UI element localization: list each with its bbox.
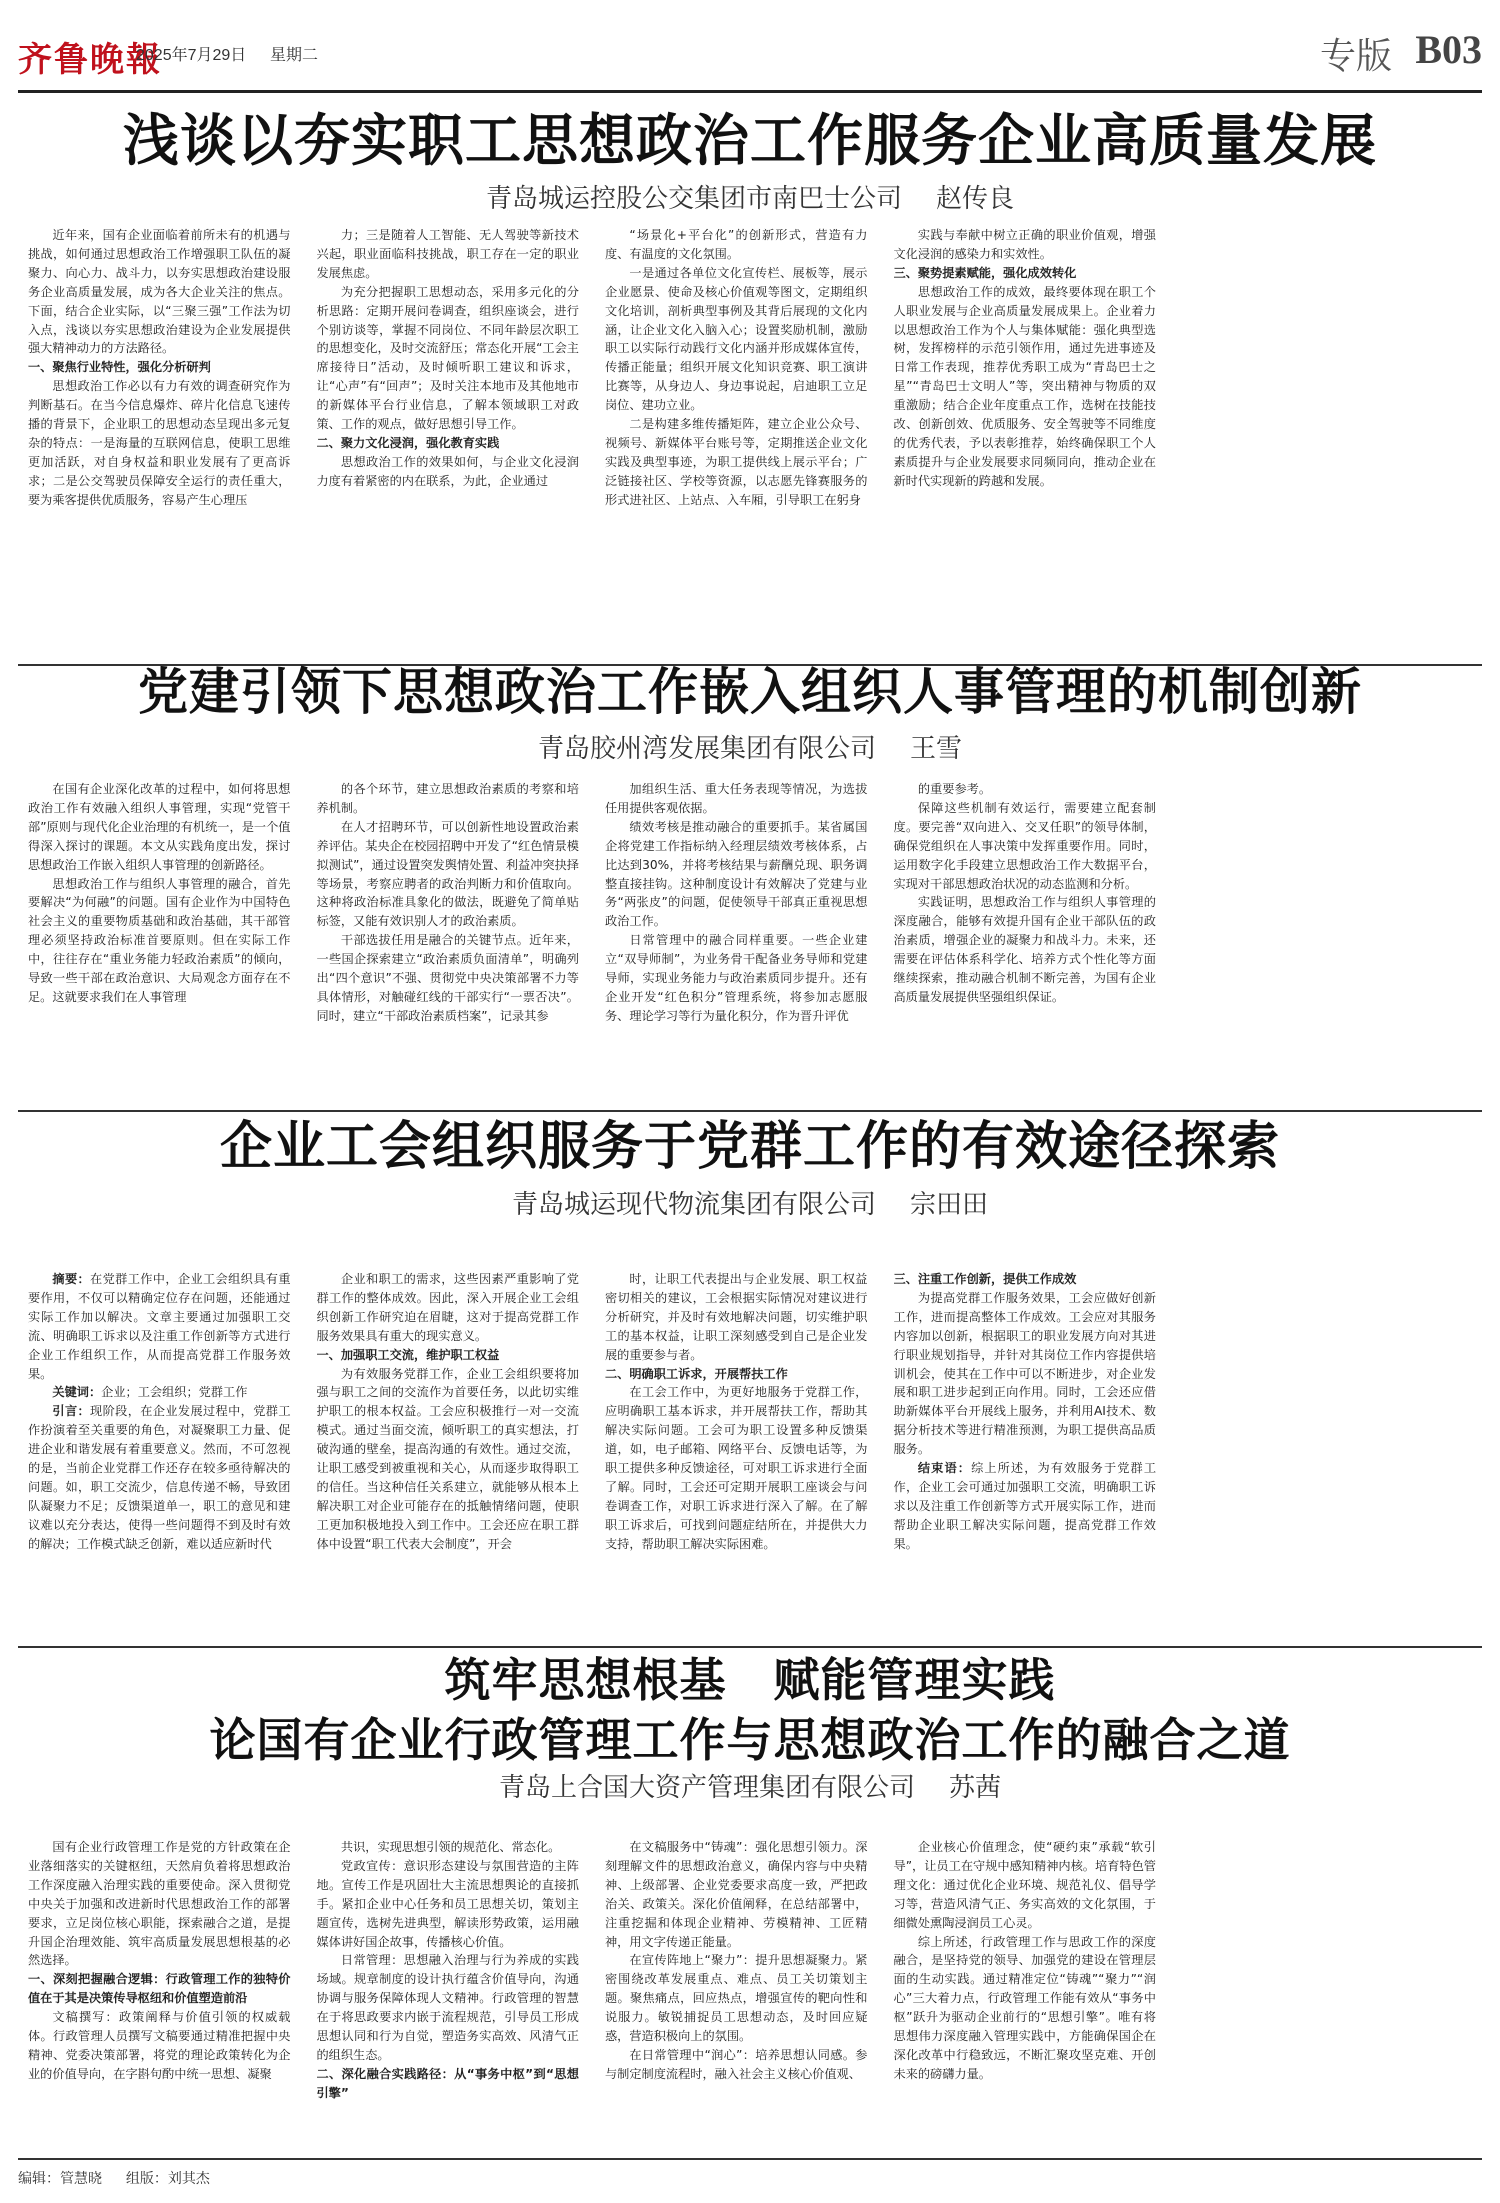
paragraph-text: 日常管理中的融合同样重要。一些企业建立“双导师制”，为业务骨干配备业务导师和党建导师，实现业务能力与政治素质同步提升。还有企业开发“红色积分”管理系统，将参加志愿服务、理论学习等行为量化积分，作为晋升评优 <box>605 933 868 1023</box>
body-paragraph <box>317 1951 580 2064</box>
paragraph-text: 为充分把握职工思想动态，采用多元化的分析思路：定期开展问卷调查，组织座谈会，进行个别访谈等，掌握不同岗位、不同年龄层次职工的思想变化，及时交流舒压；常态化开展“工会主席接待日”活动，及时倾听职工建议和诉求，让“心声”有“回声”；及时关注本地市及其他地市的新媒体平台行业信息，了解本领域职工对政策、工作的观点，做好思想引导工作。 <box>316 284 579 432</box>
article-column <box>605 226 868 658</box>
article-3-author-org: 青岛城运现代物流集团有限公司 <box>511 1190 876 1220</box>
body-paragraph <box>317 1838 580 1857</box>
article-4-headline: 筑牢思想根基 赋能管理实践 <box>444 1653 1056 1707</box>
article-column <box>894 1270 1157 1640</box>
body-paragraph <box>605 818 868 931</box>
body-paragraph <box>28 780 291 875</box>
body-paragraph <box>894 226 1157 264</box>
body-paragraph <box>28 2008 291 2084</box>
body-paragraph <box>894 283 1157 491</box>
page-number: B03 <box>1415 27 1482 72</box>
paragraph-lead: 引言： <box>52 1404 91 1419</box>
article-column <box>605 1838 868 2154</box>
section-subheading <box>317 2065 580 2103</box>
masthead <box>18 22 1482 98</box>
article-4-author-org: 青岛上合国大资产管理集团有限公司 <box>498 1773 915 1803</box>
masthead-rule <box>18 90 1482 93</box>
article-2-byline <box>18 732 1482 766</box>
paragraph-text: 一、深刻把握融合逻辑：行政管理工作的独特价值在于其是决策传导枢纽和价值塑造前沿 <box>28 1972 291 2006</box>
article-column <box>894 780 1157 1106</box>
issue-weekday: 星期二 <box>270 47 319 64</box>
body-paragraph <box>317 453 580 491</box>
article-3 <box>18 1112 1482 1222</box>
paragraph-text: 企业；工会组织；党群工作 <box>101 1385 248 1400</box>
paragraph-text: 实践与奉献中树立正确的职业价值观，增强文化浸润的感染力和实效性。 <box>893 228 1156 261</box>
body-paragraph <box>605 931 868 1026</box>
section-subheading <box>317 434 580 453</box>
body-paragraph <box>894 893 1157 1006</box>
body-paragraph <box>28 1270 291 1383</box>
body-paragraph <box>28 1402 291 1553</box>
paragraph-text: 思想政治工作与组织人事管理的融合，首先要解决“为何融”的问题。国有企业作为中国特色社会主义的重要物质基础和政治基础，其干部管理必须坚持政治标准首要原则。但在实际工作中，往往存在“重业务能力轻政治素质”的倾向，导致一些干部在政治意识、大局观念方面存在不足。这就要求我们在人事管理 <box>28 876 291 1004</box>
paragraph-text: 为提高党群工作服务效果，工会应做好创新工作，进而提高整体工作成效。工会应对其服务内容加以创新，根据职工的职业发展方向对其进行职业规划指导，并针对其岗位工作内容提供培训机会，使其在工作中可以不断进步，对企业发展和职工进步起到正向作用。同时，工会还应借助新媒体平台开展线上服务，并利用AI技术、数据分析技术等进行精准预测，为职工提供高品质服务。 <box>893 1290 1156 1457</box>
paragraph-text: 一是通过各单位文化宣传栏、展板等，展示企业愿景、使命及核心价值观等图文，定期组织文化培训，剖析典型事例及其背后展现的文化内涵，让企业文化入脑入心；设置奖励机制，激励职工以实际行动践行文化内涵并形成媒体宣传，传播正能量；组织开展文化知识竞赛、职工演讲比赛等，从身边人、身边事说起，启迪职工立足岗位、建功立业。 <box>605 265 868 413</box>
article-column <box>894 226 1157 658</box>
article-column <box>28 226 291 658</box>
paragraph-text: 近年来，国有企业面临着前所未有的机遇与挑战，如何通过思想政治工作增强职工队伍的凝聚力、向心力、战斗力，以夯实思想政治建设服务企业高质量发展，成为各大企业关注的焦点。下面，结合企业实际，以“三聚三强”工作法为切入点，浅谈以夯实思想政治建设为企业发展提供强大精神动力的方法路径。 <box>28 228 291 356</box>
article-column <box>317 1838 580 2154</box>
body-paragraph <box>605 1383 868 1553</box>
article-1-byline <box>18 182 1482 216</box>
paragraph-text: 在日常管理中“润心”：培养思想认同感。参与制定制度流程时，融入社会主义核心价值观、 <box>605 2047 868 2081</box>
article-4 <box>18 1650 1482 1804</box>
body-paragraph <box>28 1383 291 1402</box>
paragraph-text: 三、聚势提素赋能，强化成效转化 <box>893 265 1077 280</box>
paragraph-text: 共识，实现思想引领的规范化、常态化。 <box>340 1840 561 1854</box>
article-2-headline: 党建引领下思想政治工作嵌入组织人事管理的机制创新 <box>138 662 1362 721</box>
paragraph-text: 企业核心价值理念，使“硬约束”承载“软引导”，让员工在守规中感知精神内核。培育特色管理文化：通过优化企业环境、规范礼仪、倡导学习等，营造风清气正、务实高效的文化氛围，于细微处熏陶浸润员工心灵。 <box>893 1840 1156 1930</box>
body-paragraph <box>317 931 580 1026</box>
paragraph-text: “场景化+平台化”的创新形式，营造有力度、有温度的文化氛围。 <box>605 228 868 261</box>
paragraph-text: 为有效服务党群工作，企业工会组织要将加强与职工之间的交流作为首要任务，以此切实维护职工的根本权益。工会应积极推行一对一交流模式。通过当面交流，倾听职工的真实想法，打破沟通的壁垒，提高沟通的有效性。通过交流，让职工感受到被重视和关心，从而逐步取得职工的信任。当这种信任关系建立，就能够从根本上解决职工对企业可能存在的抵触情绪问题，使职工更加积极地投入到工作中。工会还应在职工群体中设置“职工代表大会制度”，开会 <box>316 1366 579 1551</box>
body-paragraph <box>28 1838 291 1970</box>
article-3-headline: 企业工会组织服务于党群工作的有效途径探索 <box>219 1116 1280 1177</box>
paragraph-text: 在党群工作中，企业工会组织具有重要作用，不仅可以精确定位存在问题，还能通过实际工作加以解决。文章主要通过加强职工交流、明确职工诉求以及注重工作创新等方式进行企业工作组织工作，从而提高党群工作服务效果。 <box>28 1272 291 1381</box>
paragraph-text: 综上所述，为有效服务于党群工作，企业工会可通过加强职工交流，明确职工诉求以及注重工作创新等方式开展实际工作，进而帮助企业职工解决实际问题，提高党群工作效果。 <box>893 1461 1156 1551</box>
paragraph-text: 二是构建多维传播矩阵，建立企业公众号、视频号、新媒体平台账号等，定期推送企业文化实践及典型事迹，为职工提供线上展示平台；广泛链接社区、学校等资源，以志愿先锋赛服务的形式进社区、上站点、入车厢，引导职工在躬身 <box>605 417 868 507</box>
section-subheading <box>605 1365 868 1384</box>
article-column <box>894 1838 1157 2154</box>
body-paragraph <box>894 799 1157 894</box>
paragraph-text: 在工会工作中，为更好地服务于党群工作，应明确职工基本诉求，并开展帮扶工作，帮助其解决实际问题。工会可为职工设置多种反馈渠道，如，电子邮箱、网络平台、反馈电话等，为职工提供多种反馈途径，可对职工诉求进行全面了解。同时，工会还可定期开展职工座谈会与问卷调查工作，对职工诉求进行深入了解。在了解职工诉求后，可找到问题症结所在，并提供大力支持，帮助职工解决实际困难。 <box>605 1385 868 1551</box>
paragraph-text: 的重要参考。 <box>917 782 992 796</box>
article-3-author-name: 宗田田 <box>910 1190 989 1220</box>
paragraph-text: 时，让职工代表提出与企业发展、职工权益密切相关的建议，工会根据实际情况对建议进行分析研究，并及时有效地解决问题，切实维护职工的基本权益，让职工深刻感受到自己是企业发展的重要参与者。 <box>605 1272 868 1362</box>
paragraph-text: 的各个环节，建立思想政治素质的考察和培养机制。 <box>316 782 579 815</box>
body-paragraph <box>605 1838 868 1951</box>
paragraph-text: 文稿撰写：政策阐释与价值引领的权威载体。行政管理人员撰写文稿要通过精准把握中央精神、党委决策部署，将党的理论政策转化为企业的价值导向，在字斟句酌中统一思想、凝聚 <box>28 2010 291 2081</box>
issue-date: 2025年7月29日 <box>136 47 247 64</box>
paragraph-text: 综上所述，行政管理工作与思政工作的深度融合，是坚持党的领导、加强党的建设在管理层面的生动实践。通过精准定位“铸魂”“聚力”“润心”三大着力点，行政管理工作能有效从“事务中枢”跃升为驱动企业前行的“思想引擎”。唯有将思想伟力深度融入管理实践中，方能确保国企在深化改革中行稳致远，不断汇聚攻坚克难、开创未来的磅礴力量。 <box>893 1934 1156 2081</box>
body-paragraph <box>605 264 868 415</box>
article-divider <box>18 1646 1482 1648</box>
article-3-body <box>28 1270 1156 1640</box>
paragraph-text: 现阶段，在企业发展过程中，党群工作扮演着至关重要的角色，对凝聚职工力量、促进企业和谐发展有着重要意义。然而，不可忽视的是，当前企业党群工作还存在较多亟待解决的问题。如，职工交流少，信息传递不畅，导致团队凝聚力不足；反馈渠道单一，职工的意见和建议难以充分表达，使得一些问题得不到及时有效的解决；工作模式缺乏创新，难以适应新时代 <box>28 1404 291 1551</box>
body-paragraph <box>317 780 580 818</box>
section-subheading <box>28 358 291 377</box>
article-4-body <box>28 1838 1156 2154</box>
paragraph-text: 三、注重工作创新，提供工作成效 <box>893 1272 1077 1286</box>
article-1 <box>18 106 1482 216</box>
article-column <box>317 780 580 1106</box>
body-paragraph <box>605 2046 868 2084</box>
body-paragraph <box>317 1270 580 1346</box>
newspaper-logo: 齐鲁晚報 <box>18 40 162 80</box>
body-paragraph <box>317 818 580 931</box>
article-column <box>28 1270 291 1640</box>
paragraph-text: 二、明确职工诉求，开展帮扶工作 <box>605 1366 788 1381</box>
body-paragraph <box>317 1857 580 1952</box>
section-label: 专版 <box>1319 36 1392 77</box>
article-column <box>317 1270 580 1640</box>
body-paragraph <box>894 780 1157 799</box>
paragraph-text: 干部选拔任用是融合的关键节点。近年来，一些国企探索建立“政治素质负面清单”，明确列出“四个意识”不强、贯彻党中央决策部署不力等具体情形，对触碰红线的干部实行“一票否决”。同时，建立“干部政治素质档案”，记录其参 <box>316 933 579 1023</box>
paragraph-text: 二、深化融合实践路径：从“事务中枢”到“思想引擎” <box>316 2066 579 2100</box>
article-2-body <box>28 780 1156 1106</box>
article-3-byline <box>18 1188 1482 1222</box>
paragraph-text: 在文稿服务中“铸魂”：强化思想引领力。深刻理解文件的思想政治意义，确保内容与中央精神、上级部署、企业党委要求高度一致，严把政治关、政策关。深化价值阐释，在总结部署中，注重挖掘和体现企业精神、劳模精神、工匠精神，用文字传递正能量。 <box>605 1840 868 1949</box>
article-2-author-name: 王雪 <box>910 734 963 764</box>
article-1-headline: 浅谈以夯实职工思想政治工作服务企业高质量发展 <box>123 108 1377 174</box>
article-column <box>28 780 291 1106</box>
body-paragraph <box>317 226 580 283</box>
section-subheading <box>894 264 1157 283</box>
paragraph-text: 在宣传阵地上“聚力”：提升思想凝聚力。紧密围绕改革发展重点、难点、员工关切策划主题。聚焦痛点，回应热点，增强宣传的靶向性和说服力。敏锐捕捉员工思想动态，及时回应疑惑，营造积极向上的氛围。 <box>605 1953 868 2044</box>
body-paragraph <box>894 1838 1157 1933</box>
article-4-byline <box>18 1772 1482 1804</box>
section-subheading <box>28 1970 291 2008</box>
body-paragraph <box>28 377 291 509</box>
paragraph-text: 思想政治工作的成效，最终要体现在职工个人职业发展与企业高质量发展成果上。企业着力以思想政治工作为个人与集体赋能：强化典型选树，发挥榜样的示范引领作用，通过先进事迹及日常工作表现，推荐优秀职工成为“青岛巴士之星”“青岛巴士文明人”等，突出精神与物质的双重激励；结合企业年度重点工作，选树在技能技改、创新创效、优质服务、安全驾驶等不同维度的优秀代表，予以表彰推荐，始终确保职工个人素质提升与企业发展要求同频同向，推动企业在新时代实现新的跨越和发展。 <box>893 284 1156 488</box>
section-subheading <box>317 1346 580 1365</box>
paragraph-text: 企业和职工的需求，这些因素严重影响了党群工作的整体成效。因此，深入开展企业工会组织创新工作研究迫在眉睫，这对于提高党群工作服务效果具有重大的现实意义。 <box>316 1272 579 1343</box>
body-paragraph <box>317 283 580 434</box>
body-paragraph <box>605 780 868 818</box>
paragraph-text: 二、聚力文化浸润，强化教育实践 <box>316 435 500 450</box>
paragraph-text: 国有企业行政管理工作是党的方针政策在企业落细落实的关键枢纽，天然肩负着将思想政治工作深度融入治理实践的重要使命。深入贯彻党中央关于加强和改进新时代思想政治工作的部署要求，立足岗位核心职能，探索融合之道，是提升国企治理效能、筑牢高质量发展思想根基的必然选择。 <box>28 1840 291 1968</box>
section-subheading <box>894 1270 1157 1289</box>
article-4-author-name: 苏茜 <box>949 1773 1002 1803</box>
paragraph-lead: 关键词： <box>52 1385 102 1400</box>
paragraph-text: 加组织生活、重大任务表现等情况，为选拔任用提供客观依据。 <box>605 782 868 815</box>
paragraph-text: 力；三是随着人工智能、无人驾驶等新技术兴起，职业面临科技挑战，职工存在一定的职业发展焦虑。 <box>316 228 579 280</box>
body-paragraph <box>28 875 291 1007</box>
article-column <box>605 780 868 1106</box>
body-paragraph <box>894 1459 1157 1554</box>
paragraph-text: 一、聚焦行业特性，强化分析研判 <box>28 360 211 375</box>
article-1-author-name: 赵传良 <box>936 184 1015 214</box>
paragraph-text: 绩效考核是推动融合的重要抓手。某省属国企将党建工作指标纳入经理层绩效考核体系，占比达到30%，并将考核结果与薪酬兑现、职务调整直接挂钩。这种制度设计有效解决了党建与业务“两张皮”的问题，促使领导干部真正重视思想政治工作。 <box>605 819 868 929</box>
paragraph-text: 在人才招聘环节，可以创新性地设置政治素养评估。某央企在校园招聘中开发了“红色情景模拟测试”，通过设置突发舆情处置、利益冲突抉择等场景，考察应聘者的政治判断力和价值取向。这种将政治标准具象化的做法，既避免了简单贴标签，又能有效识别人才的政治素质。 <box>316 819 579 929</box>
article-2-author-org: 青岛胶州湾发展集团有限公司 <box>537 734 876 764</box>
paragraph-text: 日常管理：思想融入治理与行为养成的实践场域。规章制度的设计执行蕴含价值导向，沟通协调与服务保障体现人文精神。行政管理的智慧在于将思政要求内嵌于流程规范，引导员工形成思想认同和行为自觉，塑造务实高效、风清气正的组织生态。 <box>316 1953 579 2062</box>
page-footer <box>18 2158 1482 2188</box>
article-4-subheadline: 论国有企业行政管理工作与思想政治工作的融合之道 <box>209 1713 1291 1767</box>
paragraph-text: 实践证明，思想政治工作与组织人事管理的深度融合，能够有效提升国有企业干部队伍的政治素质，增强企业的凝聚力和战斗力。未来，还需要在评估体系科学化、培养方式个性化等方面继续探索，推动融合机制不断完善，为国有企业高质量发展提供坚强组织保证。 <box>893 895 1156 1004</box>
paragraph-lead: 摘要： <box>52 1272 91 1286</box>
paragraph-text: 保障这些机制有效运行，需要建立配套制度。要完善“双向进入、交叉任职”的领导体制，确保党组织在人事决策中发挥重要作用。同时，运用数字化手段建立思想政治工作大数据平台，实现对干部思想政治状况的动态监测和分析。 <box>893 800 1156 891</box>
body-paragraph <box>605 1951 868 2046</box>
footer-editor: 编辑：管慧晓 <box>18 2170 102 2186</box>
article-1-author-org: 青岛城运控股公交集团市南巴士公司 <box>485 184 902 214</box>
body-paragraph <box>894 1289 1157 1459</box>
article-column <box>317 226 580 658</box>
article-2 <box>18 658 1482 766</box>
paragraph-text: 思想政治工作必以有力有效的调查研究作为判断基石。在当今信息爆炸、碎片化信息飞速传播的背景下，企业职工的思想动态呈现出多元复杂的特点：一是海量的互联网信息，使职工思维更加活跃，对自身权益和职业发展有了更高诉求；二是公交驾驶员保障安全运行的责任重大，要为乘客提供优质服务，容易产生心理压 <box>28 379 291 507</box>
article-column <box>605 1270 868 1640</box>
body-paragraph <box>605 415 868 510</box>
paragraph-lead: 结束语： <box>917 1461 972 1476</box>
body-paragraph <box>28 226 291 358</box>
body-paragraph <box>894 1933 1157 2084</box>
paragraph-text: 党政宣传：意识形态建设与氛围营造的主阵地。宣传工作是巩固壮大主流思想舆论的直接抓手。紧扣企业中心任务和员工思想关切，策划主题宣传，选树先进典型，解读形势政策，运用融媒体讲好国企故事，传播核心价值。 <box>316 1858 579 1949</box>
body-paragraph <box>605 1270 868 1365</box>
paragraph-text: 思想政治工作的效果如何，与企业文化浸润力度有着紧密的内在联系，为此，企业通过 <box>316 454 579 488</box>
paragraph-text: 在国有企业深化改革的过程中，如何将思想政治工作有效融入组织人事管理，实现“党管干部”原则与现代化企业治理的有机统一，是一个值得深入探讨的课题。本文从实践角度出发，探讨思想政治工作嵌入组织人事管理的创新路径。 <box>28 782 291 872</box>
paragraph-text: 一、加强职工交流，维护职工权益 <box>316 1347 500 1362</box>
article-1-body <box>28 226 1156 658</box>
footer-layout: 组版：刘其杰 <box>125 2170 210 2186</box>
body-paragraph <box>317 1365 580 1554</box>
body-paragraph <box>605 226 868 264</box>
article-column <box>28 1838 291 2154</box>
